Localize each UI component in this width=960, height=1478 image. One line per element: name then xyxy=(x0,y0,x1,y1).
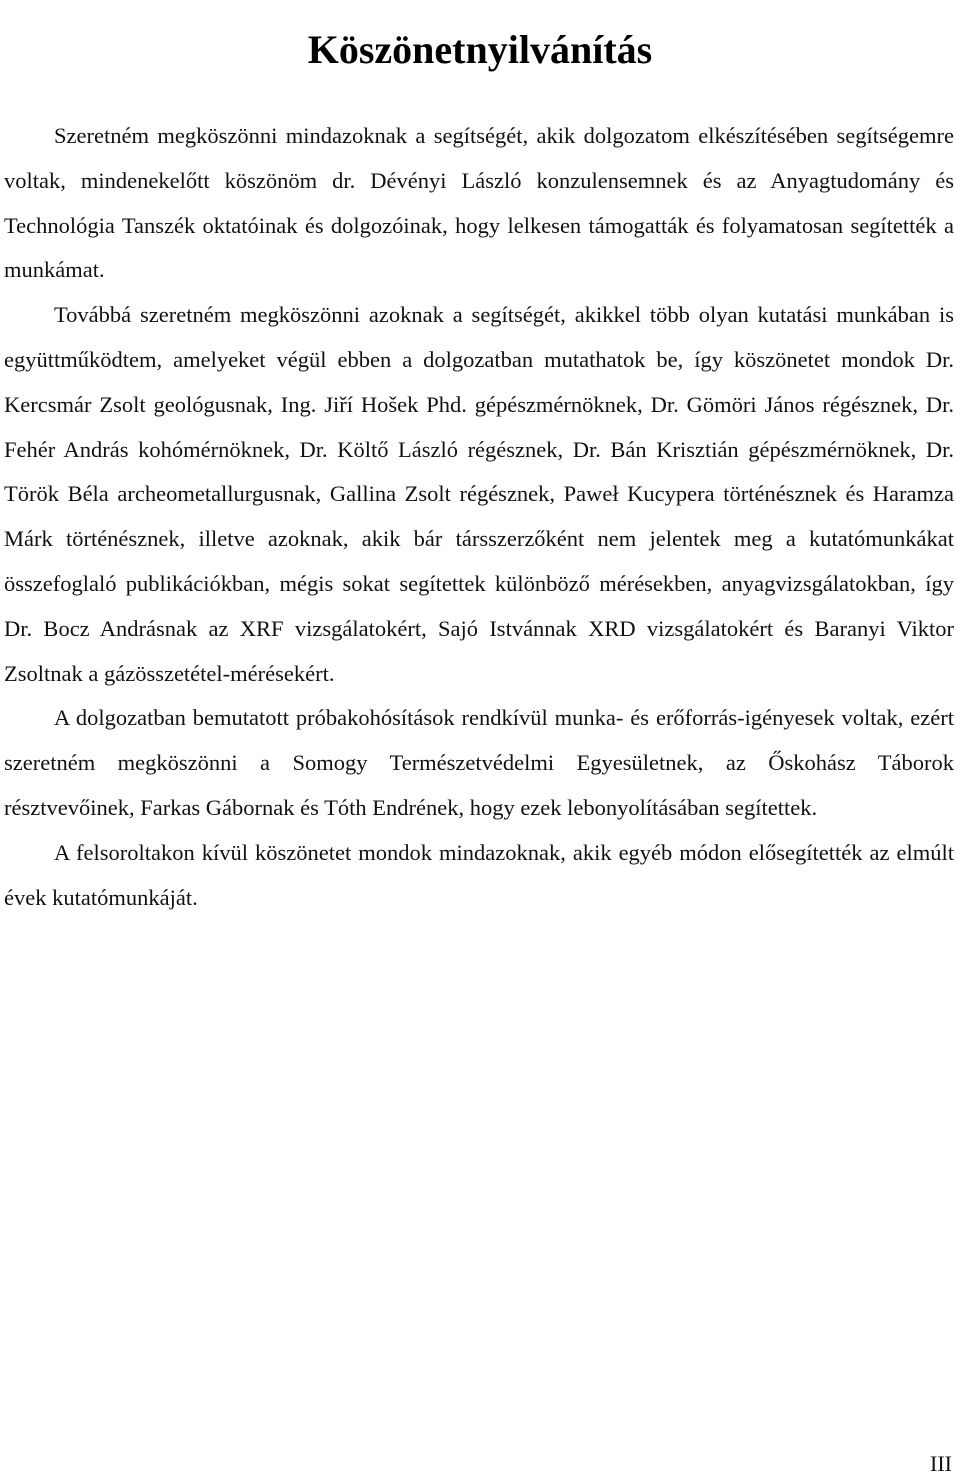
paragraph-4: A felsoroltakon kívül köszönetet mondok mindazoknak, akik egyéb módon elősegítették az elmúlt évek kutatómunkáját. xyxy=(4,839,954,910)
paragraph-3: A dolgozatban bemutatott próbakohósítások rendkívül munka- és erőforrás-igényesek voltak, ezért szeretném megköszönni a Somogy Természetvédelmi Egyesületnek, az Őskohász Táborok résztvevőinek, Farkas Gábornak és Tóth Endrének, hogy ezek lebonyolításában segítettek. xyxy=(4,705,954,820)
page-number: III xyxy=(930,1451,952,1476)
body-text xyxy=(4,114,954,920)
page-title: Köszönetnyilvánítás xyxy=(307,27,653,72)
paragraph-1: Szeretném megköszönni mindazoknak a segítségét, akik dolgozatom elkészítésében segítségemre voltak, mindenekelőtt köszönöm dr. Dévényi László konzulensemnek és az Anyagtudomány és Technológia Tanszék oktatóinak és dolgozóinak, hogy lelkesen támogatták és folyamatosan segítették a munkámat. xyxy=(4,123,954,283)
paragraph-2: Továbbá szeretném megköszönni azoknak a segítségét, akikkel több olyan kutatási munkában is együttműködtem, amelyeket végül ebben a dolgozatban mutathatok be, így köszönetet mondok Dr. Kercsmár Zsolt geológusnak, Ing. Jiří Hošek Phd. gépészmérnöknek, Dr. Gömöri János régésznek, Dr. Fehér András kohómérnöknek, Dr. Költő László régésznek, Dr. Bán Krisztián gépészmérnöknek, Dr. Török Béla archeometallurgusnak, Gallina Zsolt régésznek, Paweł Kucypera történésznek és Haramza Márk történésznek, illetve azoknak, akik bár társszerzőként nem jelentek meg a kutatómunkákat összefoglaló publikációkban, mégis sokat segítettek különböző mérésekben, anyagvizsgálatokban, így Dr. Bocz Andrásnak az XRF vizsgálatokért, Sajó Istvánnak XRD vizsgálatokért és Baranyi Viktor Zsoltnak a gázösszetétel-mérésekért. xyxy=(4,302,954,686)
